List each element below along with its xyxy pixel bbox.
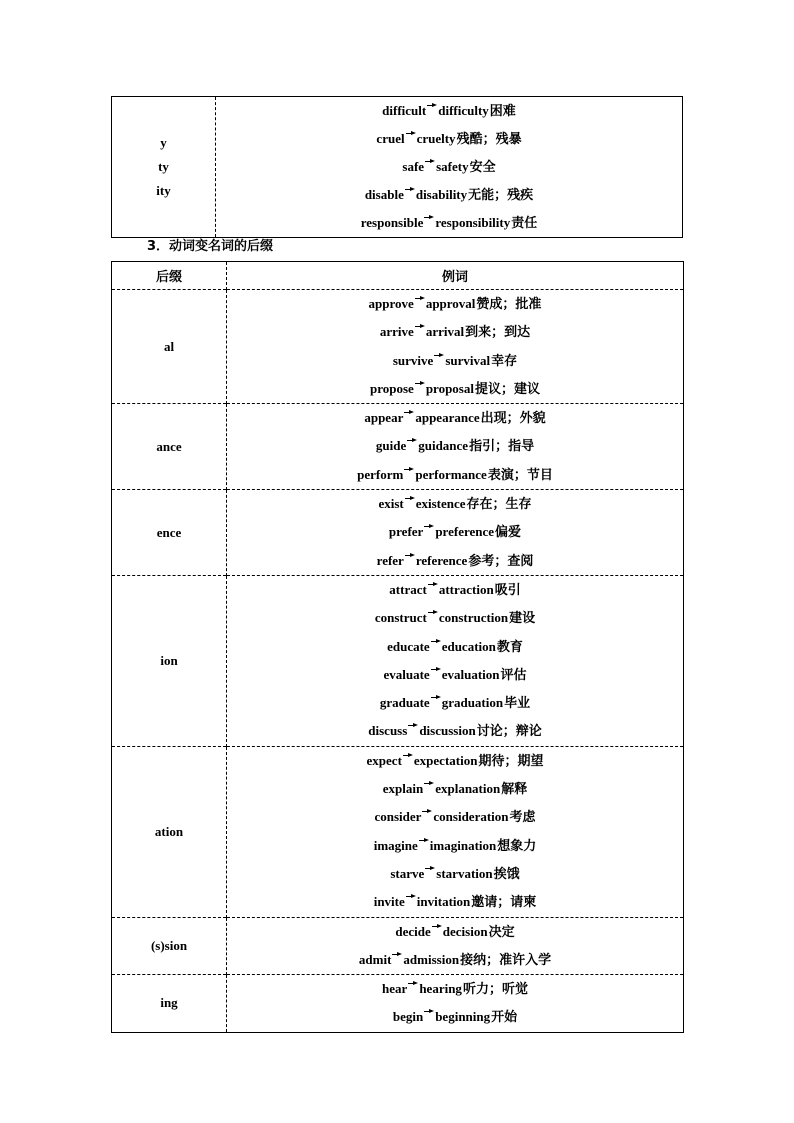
base-word: begin [392, 1009, 424, 1025]
table-row [112, 404, 684, 490]
example-line [227, 888, 683, 916]
base-word: construct [374, 610, 427, 626]
arrow-right-icon [405, 553, 415, 561]
chinese-meaning: 提议；建议 [474, 381, 540, 397]
noun-word: decision [442, 923, 488, 939]
example-line [216, 125, 682, 153]
noun-word: proposal [425, 380, 474, 396]
chinese-meaning: 幸存 [491, 353, 518, 369]
chinese-meaning: 挨饿 [493, 866, 520, 882]
noun-word: survival [445, 352, 491, 368]
base-word: cruel [376, 131, 405, 146]
example-line [216, 209, 682, 237]
base-word: difficult [382, 103, 427, 118]
noun-word: existence [415, 496, 466, 512]
noun-word: safety [436, 159, 469, 174]
examples-cell [227, 490, 684, 576]
base-word: hear [382, 981, 408, 997]
base-word: guide [375, 438, 407, 454]
example-line [227, 918, 683, 946]
suffix-label: ity [156, 183, 171, 198]
noun-word: evaluation [441, 666, 500, 682]
examples-cell [227, 575, 684, 746]
example-line [227, 832, 683, 860]
arrow-right-icon [406, 894, 416, 902]
base-word: appear [364, 410, 404, 426]
table-header-row [112, 262, 684, 290]
example-line [227, 404, 683, 432]
base-word: arrive [379, 324, 414, 340]
arrow-right-icon [425, 866, 435, 874]
chinese-meaning: 参考；查阅 [468, 553, 534, 569]
noun-word: attraction [438, 581, 494, 597]
base-word: approve [368, 296, 414, 311]
example-line [216, 97, 682, 125]
noun-word: guidance [418, 438, 469, 454]
arrow-right-icon [405, 187, 415, 195]
base-word: admit [358, 951, 392, 967]
suffix-cell: ance [112, 404, 227, 490]
chinese-meaning: 期待；期望 [478, 753, 544, 769]
chinese-meaning: 邀请；请柬 [471, 895, 537, 911]
base-word: imagine [373, 837, 418, 853]
table-row [112, 746, 684, 917]
arrow-right-icon [428, 610, 438, 618]
noun-word: responsibility [435, 215, 511, 230]
chinese-meaning: 责任 [511, 216, 538, 231]
arrow-right-icon [424, 1009, 434, 1017]
noun-word: invitation [416, 894, 471, 910]
examples-cell [227, 404, 684, 490]
example-line [227, 946, 683, 974]
suffix-label: ty [158, 159, 169, 174]
chinese-meaning: 出现；外貌 [480, 411, 546, 427]
arrow-right-icon [392, 952, 402, 960]
noun-suffix-table-verb [111, 261, 684, 1033]
table-row [112, 975, 684, 1033]
base-word: disable [364, 187, 404, 202]
chinese-meaning: 偏爱 [495, 525, 522, 541]
arrow-right-icon [431, 667, 441, 675]
base-word: evaluate [383, 666, 430, 682]
suffix-cell: (s)sion [112, 917, 227, 975]
noun-word: beginning [435, 1009, 491, 1025]
table-row [112, 290, 684, 404]
arrow-right-icon [415, 296, 425, 304]
arrow-right-icon [434, 353, 444, 361]
arrow-right-icon [424, 215, 434, 223]
arrow-right-icon [424, 524, 434, 532]
examples-cell [227, 917, 684, 975]
noun-word: discussion [419, 723, 476, 739]
base-word: explain [382, 781, 424, 797]
noun-word: arrival [425, 324, 465, 340]
example-line [227, 461, 683, 489]
example-line [227, 490, 683, 518]
chinese-meaning: 困难 [489, 104, 516, 119]
chinese-meaning: 残酷；残暴 [456, 132, 522, 147]
base-word: discuss [368, 723, 408, 739]
chinese-meaning: 无能；残疾 [468, 188, 534, 203]
chinese-meaning: 建设 [509, 611, 536, 627]
example-line [227, 604, 683, 632]
example-line [227, 717, 683, 745]
arrow-right-icon [419, 838, 429, 846]
example-line [227, 747, 683, 775]
base-word: responsible [360, 215, 424, 230]
suffix-cell [112, 97, 216, 238]
arrow-right-icon [431, 639, 441, 647]
chinese-meaning: 接纳；准许入学 [460, 952, 552, 968]
chinese-meaning: 评估 [500, 667, 527, 683]
arrow-right-icon [422, 809, 432, 817]
noun-word: graduation [441, 695, 504, 711]
noun-word: appearance [415, 410, 480, 426]
noun-word: hearing [419, 981, 462, 997]
example-line [227, 975, 683, 1003]
table-row [112, 917, 684, 975]
example-line [227, 347, 683, 375]
noun-word: construction [438, 610, 509, 626]
chinese-meaning: 表演；节目 [487, 467, 553, 483]
noun-word: preference [435, 524, 495, 540]
noun-word: imagination [429, 837, 497, 853]
chinese-meaning: 指引；指导 [469, 439, 535, 455]
arrow-right-icon [408, 981, 418, 989]
base-word: educate [387, 638, 430, 654]
noun-word: reference [415, 552, 468, 568]
example-line [216, 181, 682, 209]
example-line [227, 576, 683, 604]
examples-cell [227, 290, 684, 404]
base-word: survive [392, 352, 434, 368]
section-heading: 3．动词变名词的后缀 [147, 239, 274, 254]
table-row [112, 575, 684, 746]
chinese-meaning: 到来；到达 [465, 325, 531, 341]
suffix-cell: ing [112, 975, 227, 1033]
chinese-meaning: 决定 [488, 924, 515, 940]
header-examples: 例词 [441, 270, 468, 285]
arrow-right-icon [404, 467, 414, 475]
chinese-meaning: 吸引 [494, 582, 521, 598]
noun-word: cruelty [416, 131, 456, 146]
noun-word: consideration [433, 809, 509, 825]
chinese-meaning: 开始 [491, 1010, 518, 1026]
arrow-right-icon [432, 924, 442, 932]
example-line [227, 661, 683, 689]
base-word: invite [373, 894, 405, 910]
base-word: safe [402, 159, 425, 174]
suffix-cell: ation [112, 746, 227, 917]
examples-cell [227, 975, 684, 1033]
arrow-right-icon [415, 381, 425, 389]
chinese-meaning: 赞成；批准 [476, 297, 542, 312]
example-line [227, 1003, 683, 1031]
example-line [227, 375, 683, 403]
example-line [227, 633, 683, 661]
arrow-right-icon [405, 496, 415, 504]
arrow-right-icon [406, 131, 416, 139]
base-word: refer [376, 552, 404, 568]
example-line [227, 290, 683, 318]
header-suffix: 后缀 [112, 262, 227, 290]
noun-word: explanation [435, 781, 501, 797]
example-line [227, 803, 683, 831]
base-word: exist [378, 496, 404, 512]
arrow-right-icon [408, 723, 418, 731]
arrow-right-icon [404, 410, 414, 418]
noun-word: expectation [413, 752, 478, 768]
chinese-meaning: 考虑 [509, 810, 536, 826]
arrow-right-icon [424, 781, 434, 789]
example-line [227, 432, 683, 460]
chinese-meaning: 安全 [469, 160, 496, 175]
suffix-label: y [160, 135, 167, 150]
examples-cell [227, 746, 684, 917]
chinese-meaning: 解释 [501, 782, 528, 798]
chinese-meaning: 讨论；辩论 [476, 724, 542, 740]
noun-word: difficulty [438, 103, 489, 118]
example-line [227, 860, 683, 888]
base-word: attract [389, 581, 427, 597]
suffix-cell: al [112, 290, 227, 404]
chinese-meaning: 听力；听觉 [462, 982, 528, 998]
noun-word: performance [415, 466, 487, 482]
chinese-meaning: 毕业 [504, 696, 531, 712]
chinese-meaning: 存在；生存 [466, 497, 532, 513]
table-row [112, 490, 684, 576]
examples-cell [216, 97, 683, 238]
table-row [112, 97, 683, 238]
arrow-right-icon [407, 438, 417, 446]
arrow-right-icon [428, 582, 438, 590]
base-word: propose [369, 380, 414, 396]
base-word: decide [395, 923, 431, 939]
example-line [216, 153, 682, 181]
noun-word: education [441, 638, 496, 654]
example-line [227, 775, 683, 803]
example-line [227, 547, 683, 575]
base-word: expect [366, 752, 402, 768]
suffix-cell: ion [112, 575, 227, 746]
chinese-meaning: 想象力 [497, 838, 537, 854]
arrow-right-icon [427, 103, 437, 111]
suffix-cell: ence [112, 490, 227, 576]
example-line [227, 518, 683, 546]
arrow-right-icon [431, 695, 441, 703]
base-word: graduate [379, 695, 430, 711]
arrow-right-icon [425, 159, 435, 167]
base-word: prefer [388, 524, 424, 540]
base-word: consider [374, 809, 422, 825]
noun-word: approval [425, 296, 476, 311]
base-word: starve [390, 865, 425, 881]
noun-word: starvation [436, 865, 493, 881]
base-word: perform [357, 466, 404, 482]
example-line [227, 318, 683, 346]
chinese-meaning: 教育 [496, 639, 523, 655]
example-line [227, 689, 683, 717]
arrow-right-icon [403, 753, 413, 761]
arrow-right-icon [415, 324, 425, 332]
noun-word: admission [403, 951, 460, 967]
noun-suffix-table-adjective [111, 96, 683, 238]
noun-word: disability [415, 187, 468, 202]
